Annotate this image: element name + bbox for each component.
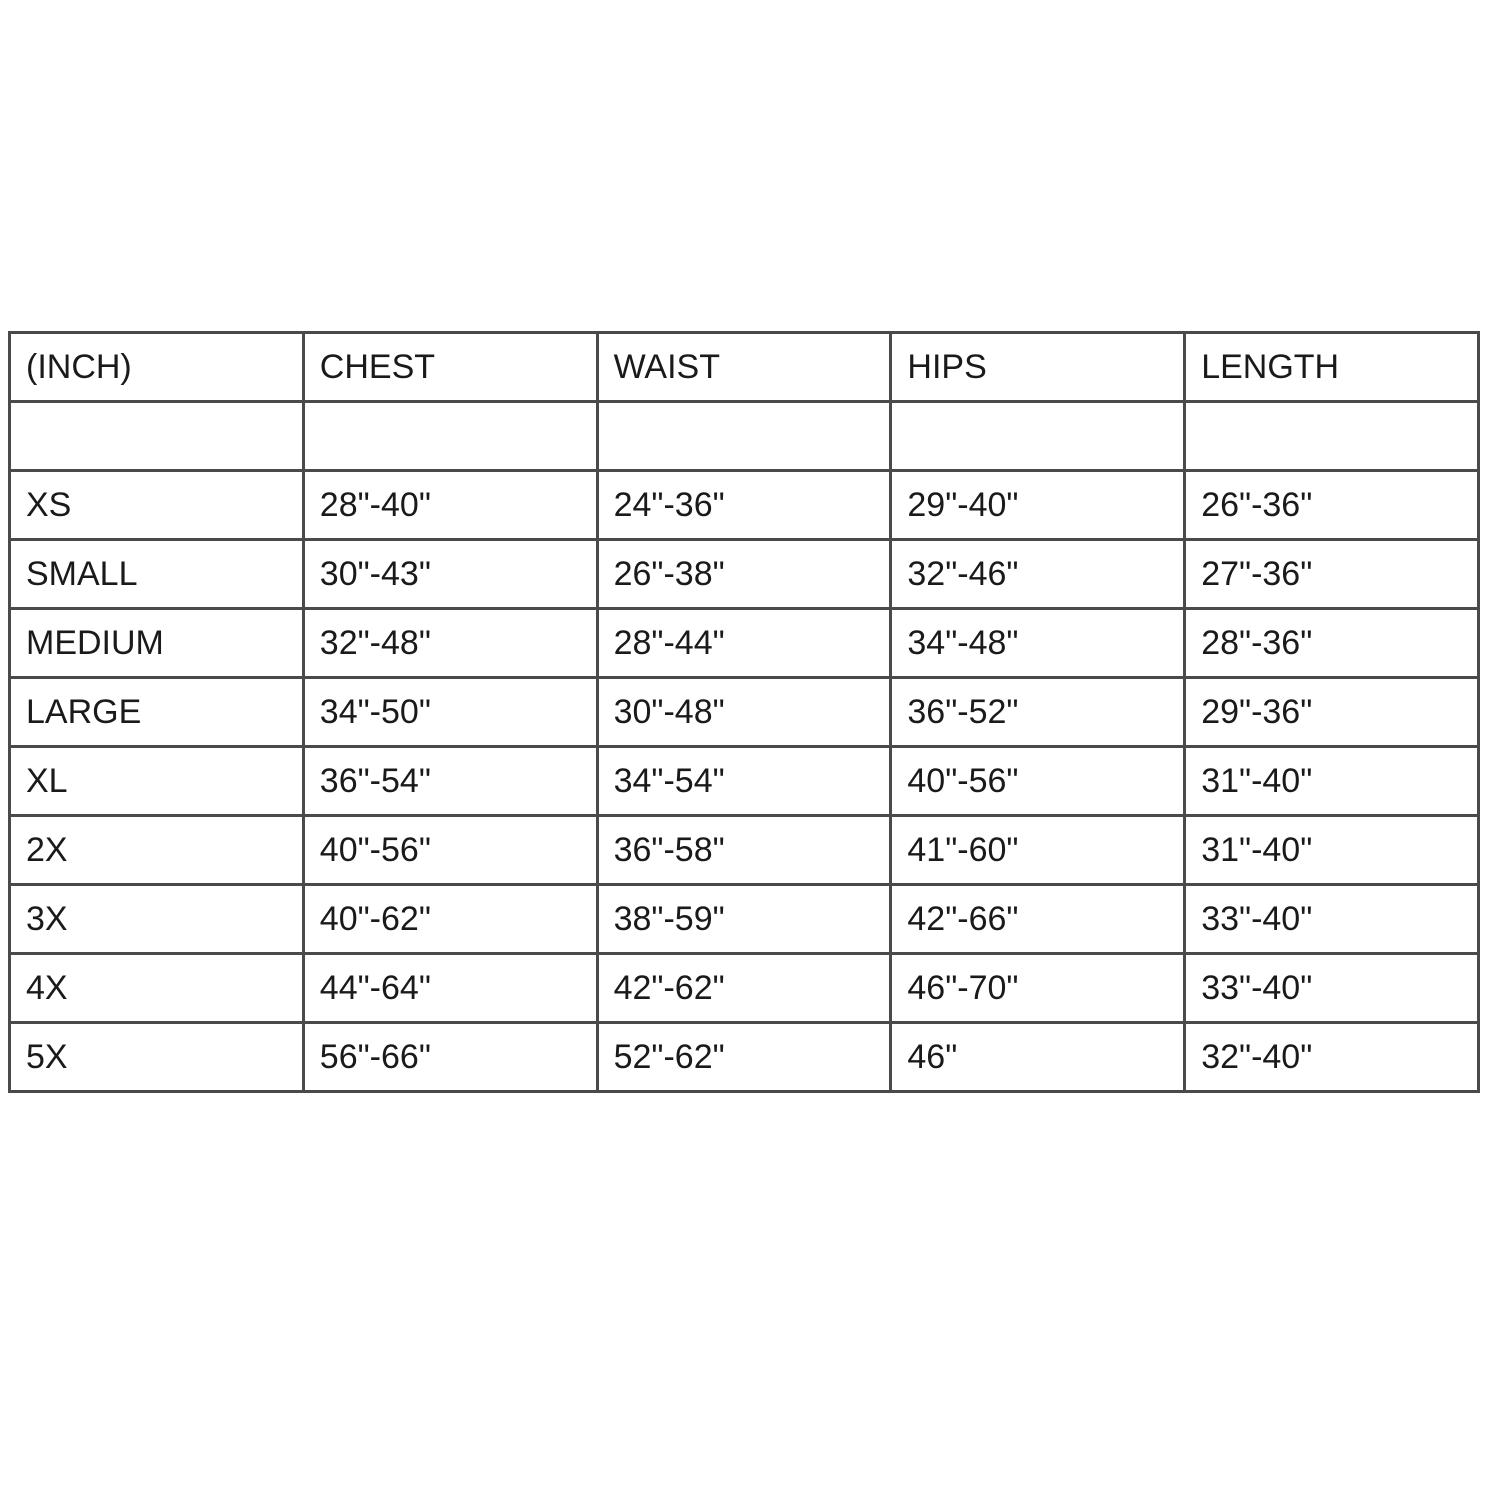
hips-value: 40"-56" bbox=[891, 747, 1185, 816]
chest-value: 44"-64" bbox=[303, 954, 597, 1023]
table-row bbox=[10, 747, 1479, 816]
size-label: SMALL bbox=[10, 540, 304, 609]
length-value: 33"-40" bbox=[1185, 954, 1479, 1023]
length-value: 26"-36" bbox=[1185, 471, 1479, 540]
blank-row bbox=[10, 402, 1479, 471]
length-value: 31"-40" bbox=[1185, 816, 1479, 885]
table-row bbox=[10, 1023, 1479, 1092]
chest-value: 36"-54" bbox=[303, 747, 597, 816]
blank-cell bbox=[10, 402, 304, 471]
waist-value: 36"-58" bbox=[597, 816, 891, 885]
blank-cell bbox=[1185, 402, 1479, 471]
header-cell-chest: CHEST bbox=[303, 333, 597, 402]
table-row bbox=[10, 540, 1479, 609]
chest-value: 30"-43" bbox=[303, 540, 597, 609]
hips-value: 36"-52" bbox=[891, 678, 1185, 747]
table-row bbox=[10, 885, 1479, 954]
chest-value: 32"-48" bbox=[303, 609, 597, 678]
waist-value: 42"-62" bbox=[597, 954, 891, 1023]
waist-value: 34"-54" bbox=[597, 747, 891, 816]
size-label: XS bbox=[10, 471, 304, 540]
length-value: 32"-40" bbox=[1185, 1023, 1479, 1092]
waist-value: 52"-62" bbox=[597, 1023, 891, 1092]
hips-value: 42"-66" bbox=[891, 885, 1185, 954]
waist-value: 28"-44" bbox=[597, 609, 891, 678]
size-chart-body bbox=[10, 333, 1479, 1092]
size-label: 3X bbox=[10, 885, 304, 954]
size-label: LARGE bbox=[10, 678, 304, 747]
table-row bbox=[10, 954, 1479, 1023]
size-label: MEDIUM bbox=[10, 609, 304, 678]
length-value: 28"-36" bbox=[1185, 609, 1479, 678]
hips-value: 34"-48" bbox=[891, 609, 1185, 678]
header-cell-unit: (INCH) bbox=[10, 333, 304, 402]
size-label: 5X bbox=[10, 1023, 304, 1092]
header-cell-hips: HIPS bbox=[891, 333, 1185, 402]
header-cell-waist: WAIST bbox=[597, 333, 891, 402]
size-label: 4X bbox=[10, 954, 304, 1023]
hips-value: 46" bbox=[891, 1023, 1185, 1092]
hips-value: 29"-40" bbox=[891, 471, 1185, 540]
blank-cell bbox=[891, 402, 1185, 471]
hips-value: 46"-70" bbox=[891, 954, 1185, 1023]
hips-value: 32"-46" bbox=[891, 540, 1185, 609]
size-label: 2X bbox=[10, 816, 304, 885]
table-row bbox=[10, 471, 1479, 540]
size-label: XL bbox=[10, 747, 304, 816]
waist-value: 38"-59" bbox=[597, 885, 891, 954]
hips-value: 41"-60" bbox=[891, 816, 1185, 885]
header-row bbox=[10, 333, 1479, 402]
blank-cell bbox=[597, 402, 891, 471]
header-cell-length: LENGTH bbox=[1185, 333, 1479, 402]
waist-value: 26"-38" bbox=[597, 540, 891, 609]
blank-cell bbox=[303, 402, 597, 471]
length-value: 29"-36" bbox=[1185, 678, 1479, 747]
chest-value: 34"-50" bbox=[303, 678, 597, 747]
table-row bbox=[10, 816, 1479, 885]
length-value: 31"-40" bbox=[1185, 747, 1479, 816]
chest-value: 56"-66" bbox=[303, 1023, 597, 1092]
length-value: 27"-36" bbox=[1185, 540, 1479, 609]
chest-value: 28"-40" bbox=[303, 471, 597, 540]
chest-value: 40"-56" bbox=[303, 816, 597, 885]
waist-value: 24"-36" bbox=[597, 471, 891, 540]
waist-value: 30"-48" bbox=[597, 678, 891, 747]
size-chart-table bbox=[8, 331, 1480, 1093]
table-row bbox=[10, 678, 1479, 747]
chest-value: 40"-62" bbox=[303, 885, 597, 954]
table-row bbox=[10, 609, 1479, 678]
length-value: 33"-40" bbox=[1185, 885, 1479, 954]
